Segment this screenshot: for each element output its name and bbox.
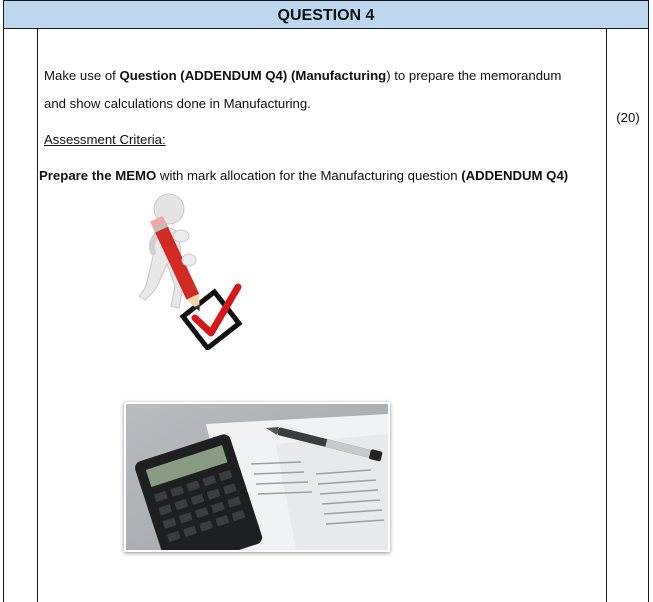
- instruction-bold-reference: Question (ADDENDUM Q4) (Manufacturing: [119, 68, 387, 83]
- question-header: [3, 0, 649, 29]
- memo-instruction: [39, 167, 568, 185]
- instruction-text: Make use of: [44, 68, 120, 83]
- question-title: QUESTION 4: [277, 7, 375, 24]
- assessment-criteria-label: Assessment Criteria:: [44, 132, 166, 147]
- memo-bold: Prepare the MEMO: [39, 168, 157, 183]
- instruction-line-1: [44, 67, 561, 85]
- instruction-line-2: and show calculations done in Manufacturing.: [44, 96, 311, 111]
- table-border-number-col: [37, 29, 38, 602]
- memo-text: with mark allocation for the Manufacturing question: [156, 168, 462, 183]
- table-border-left: [3, 29, 4, 602]
- instruction-text-end: ) to prepare the memorandum: [386, 68, 562, 83]
- memo-bold-reference: (ADDENDUM Q4): [461, 168, 569, 183]
- figure-with-pencil-checkbox-image: [123, 190, 268, 350]
- calculator-and-pen-on-papers-image: [124, 402, 390, 552]
- marks-allocation: (20): [616, 110, 640, 125]
